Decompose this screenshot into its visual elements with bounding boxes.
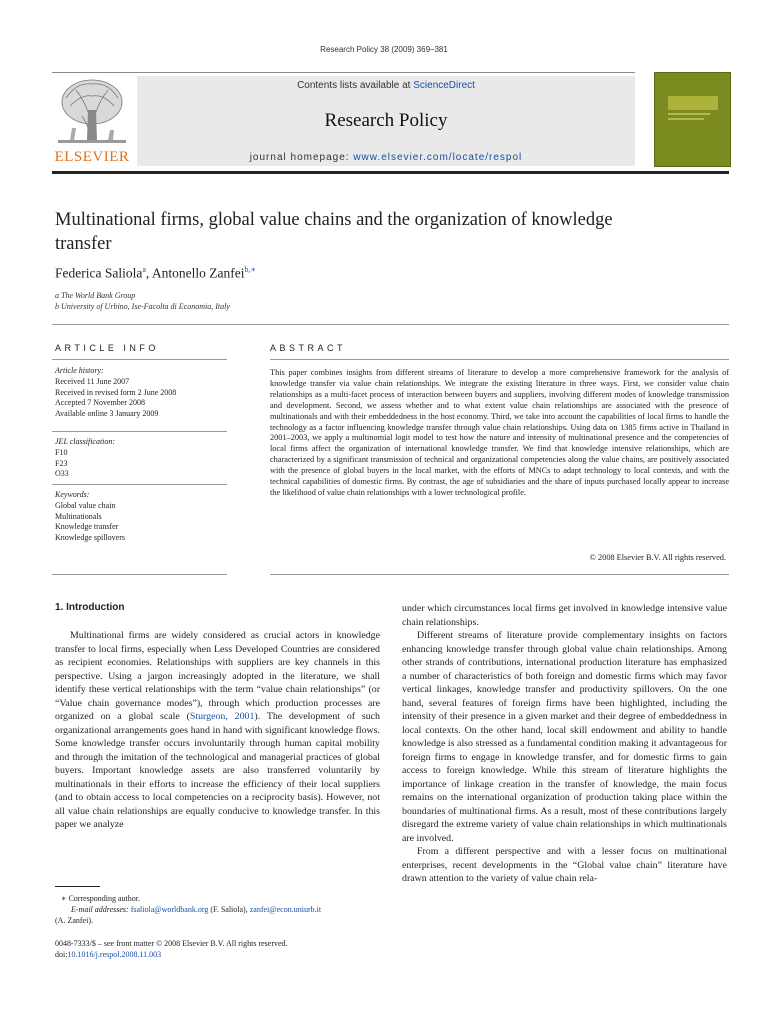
keyword: Multinationals bbox=[55, 511, 102, 521]
issn-line: 0048-7333/$ – see front matter © 2008 Elsevier B.V. All rights reserved. bbox=[55, 939, 288, 948]
history-heading: Article history: bbox=[55, 366, 104, 375]
keyword: Global value chain bbox=[55, 500, 116, 510]
body-column-left bbox=[55, 629, 380, 832]
doi-link[interactable]: 10.1016/j.respol.2008.11.003 bbox=[67, 950, 162, 959]
affiliation-a: a The World Bank Group bbox=[55, 291, 136, 300]
affiliation-b: b University of Urbino, Ise-Facolta di Economia, Italy bbox=[55, 302, 230, 311]
keyword: Knowledge transfer bbox=[55, 522, 119, 532]
body-column-right bbox=[402, 602, 727, 886]
jel-code: F10 bbox=[55, 447, 68, 457]
paper-title: Multinational firms, global value chains and the organization of knowledge transfer bbox=[55, 210, 613, 254]
paragraph-text: Multinational firms are widely considered as crucial actors in knowledge transfer to local firms, especially when Less Developed Countries are considered as recipient economies. Relationships with suppliers are key channels in this perspective. Using a jargon increasingly adopted in the literature, we shall identify these vertical relationships with the term “value chain relationships” (or “Value chain governance modes”), through which production processes are organized on a global scale ( bbox=[55, 630, 380, 722]
history-item: Accepted 7 November 2008 bbox=[55, 398, 145, 408]
body-paragraph: under which circumstances local firms get involved in knowledge intensive value chain relationships. bbox=[402, 603, 727, 628]
journal-homepage-link[interactable]: www.elsevier.com/locate/respol bbox=[353, 152, 523, 163]
author-name: Antonello Zanfei bbox=[151, 265, 245, 281]
cover-title-block bbox=[668, 96, 718, 110]
cover-text-line bbox=[668, 113, 710, 115]
section-divider bbox=[52, 574, 227, 575]
author-affiliation-mark[interactable]: a bbox=[142, 265, 146, 274]
keyword: Knowledge spillovers bbox=[55, 533, 125, 543]
corresponding-author-note: ∗ Corresponding author. bbox=[61, 894, 140, 903]
article-info-heading: ARTICLE INFO bbox=[55, 343, 159, 353]
body-paragraph bbox=[55, 629, 380, 832]
email-owner: (A. Zanfei). bbox=[55, 916, 93, 925]
header-divider bbox=[52, 72, 635, 73]
email-link-saliola[interactable]: fsaliola@worldbank.org bbox=[130, 905, 209, 914]
title-divider bbox=[52, 324, 729, 325]
section-divider bbox=[52, 431, 227, 432]
sciencedirect-link[interactable]: ScienceDirect bbox=[413, 80, 475, 91]
jel-heading: JEL classification: bbox=[55, 437, 116, 446]
jel-code: O33 bbox=[55, 469, 69, 479]
section-divider bbox=[52, 484, 227, 485]
history-item: Received in revised form 2 June 2008 bbox=[55, 387, 177, 397]
contents-prefix: Contents lists available at bbox=[297, 80, 414, 91]
body-paragraph: From a different perspective and with a lesser focus on multinational enterprises, recent developments in the “Global value chain” literature have drawn attention to the variety of value chain rela- bbox=[402, 846, 727, 884]
footnote-divider bbox=[55, 886, 100, 887]
article-history bbox=[55, 366, 225, 420]
header-bottom-divider bbox=[52, 171, 729, 174]
contents-availability-line bbox=[137, 80, 635, 91]
body-paragraph: Different streams of literature provide complementary insights on factors enhancing knowledge transfer through global value chain relationships. Among other strands of contributions, international production literature has emphasized a number of characteristics of both foreign and domestic firms which may favor vertical linkages, knowledge transfer and productivity spillovers. On the one hand, several features of foreign firms have been highlighted, including the intensity of their presence in a given market and their degree of embeddedness in local contexts. On the other hand, local skill endowment and ability to handle knowledge is also stressed as a fundamental condition making it advantageous for foreign firms to engage in knowledge transfer, and for domestic firms to gain access to foreign knowledge. While this stream of literature highlights the importance of linkage creation in the transfer of knowledge, the main focus remains on the international organization of production taking place within the boundaries of multinational firms. As a result, most of these contributions largely disregard the extreme variety of value chain relationships in which multinationals are involved. bbox=[402, 630, 727, 844]
homepage-prefix: journal homepage: bbox=[249, 152, 354, 163]
author-affiliation-mark[interactable]: b,∗ bbox=[244, 265, 256, 274]
abstract-heading: ABSTRACT bbox=[270, 343, 347, 353]
cover-text-line bbox=[668, 118, 704, 120]
copyright-notice: © 2008 Elsevier B.V. All rights reserved. bbox=[589, 553, 726, 562]
doi-line bbox=[55, 949, 288, 960]
section-divider bbox=[270, 359, 729, 360]
history-item: Available online 3 January 2009 bbox=[55, 409, 159, 419]
doi-prefix: doi: bbox=[55, 950, 68, 959]
keywords-heading: Keywords: bbox=[55, 490, 90, 499]
author-name: Federica Saliola bbox=[55, 265, 143, 281]
jel-classification bbox=[55, 437, 225, 480]
journal-name: Research Policy bbox=[324, 110, 448, 131]
elsevier-wordmark: ELSEVIER bbox=[54, 149, 130, 165]
email-link-zanfei[interactable]: zanfei@econ.uniurb.it bbox=[249, 905, 322, 914]
section-divider bbox=[52, 359, 227, 360]
citation-link[interactable]: Sturgeon, 2001 bbox=[189, 711, 255, 722]
journal-reference: Research Policy 38 (2009) 369–381 bbox=[320, 45, 448, 54]
jel-code: F23 bbox=[55, 458, 68, 468]
section-divider bbox=[270, 574, 729, 575]
footnotes bbox=[55, 893, 380, 926]
email-addresses bbox=[55, 904, 380, 915]
abstract-text: This paper combines insights from different streams of literature to develop a more comprehensive framework for the analysis of knowledge transfer via value chain relationships. We integrate the existing literature in three ways. First, we consider value chain relationships as a multi-facet process of interaction between buyers and suppliers, involving different modes of knowledge transmission and development. Second, we assess whether and to what extent value chain relationships are associated with the presence of multinationals and with their embeddedness in the host economy. Third, we take into account the capabilities of local firms to handle the technology as a factor influencing knowledge transfer through value chain relationships. Using data on 1385 firms active in Thailand in 2001–2003, we apply a multinomial logit model to test how the nature and intensity of multinational presence and the competencies of local firms affect the organization of international knowledge transfer. We find that knowledge intensive relationships, which are characterized by a significant transmission of technical and organizational competencies along the value chains, are positively associated with the presence of global buyers in the local market, with the efforts of MNCs to adapt technology to local contexts, and with the technical capabilities of domestic firms. By contrast, the age of subsidiaries and the share of inputs purchased locally appear to increase the likelihood of value chain relationships with a lower technological profile. bbox=[270, 368, 729, 497]
front-matter-info bbox=[55, 938, 288, 960]
email-label: E-mail addresses: bbox=[71, 905, 129, 914]
journal-homepage-line bbox=[137, 152, 635, 163]
author-list: Federica Saliola$^a$, Antonello Zanfei$^{b,∗}$ bbox=[55, 265, 256, 281]
history-item: Received 11 June 2007 bbox=[55, 376, 130, 386]
email-owner: (F. Saliola), bbox=[210, 905, 248, 914]
paragraph-text: ). The development of such organizational arrangements goes hand in hand with significant knowledge flows. Some knowledge transfer occurs involuntarily through human capital mobility and through the imitation of the technological and managerial practices of global buyers. Important knowledge assets are also transferred voluntarily by multinationals in their efforts to increase the efficiency of their local suppliers (and to obtain access to local competencies on a reciprocity basis). However, not all value chain relationships are equally conducive to knowledge transfer. In this paper we analyze bbox=[55, 711, 380, 830]
section-heading-introduction: 1. Introduction bbox=[55, 602, 125, 613]
keywords bbox=[55, 490, 225, 544]
